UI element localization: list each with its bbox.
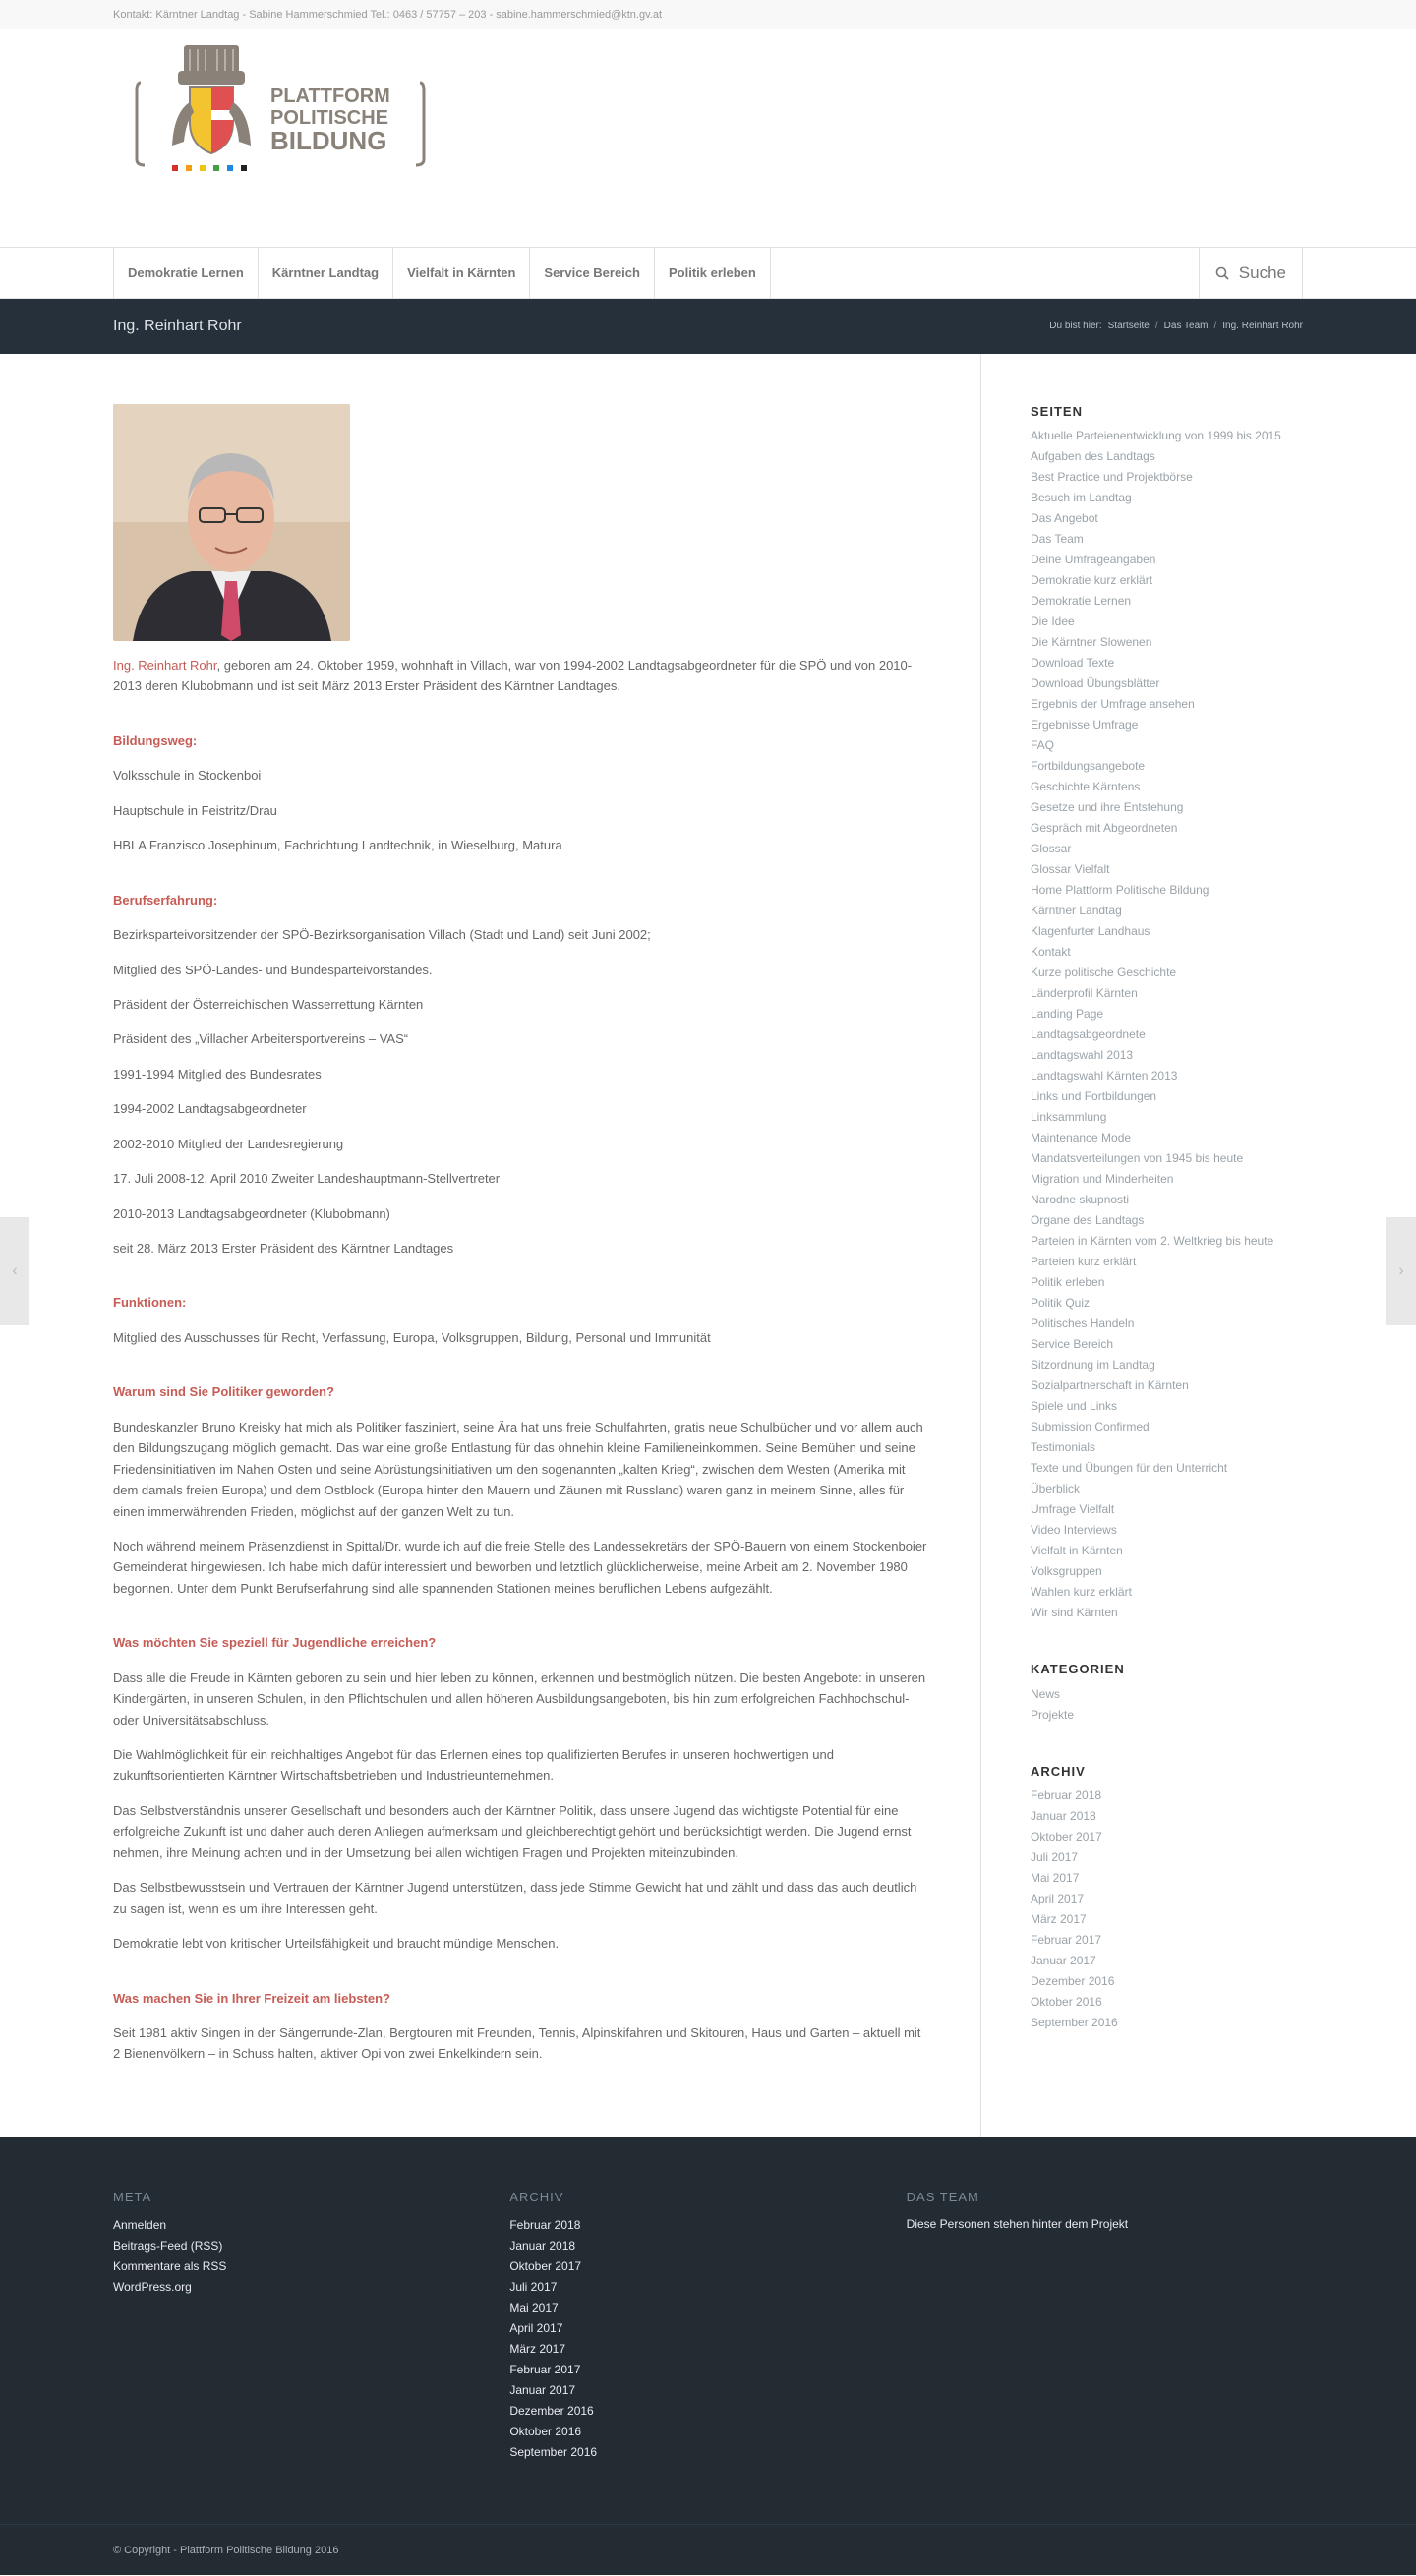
nav-item-demokratie-lernen[interactable]: Demokratie Lernen: [113, 248, 258, 299]
logo-color-dot: [227, 165, 233, 171]
logo-color-dot: [213, 165, 219, 171]
footer-archive-link[interactable]: Oktober 2017: [509, 2259, 582, 2274]
footer-team-heading: DAS TEAM: [906, 2189, 979, 2204]
sidebar-page-link[interactable]: Politik erleben: [1031, 1275, 1105, 1290]
footer: [0, 2137, 1416, 2524]
sidebar-archive-link[interactable]: Mai 2017: [1031, 1871, 1080, 1886]
logo-color-dot: [172, 165, 178, 171]
sidebar-page-link[interactable]: Download Texte: [1031, 656, 1115, 671]
why-heading: Warum sind Sie Politiker geworden?: [113, 1384, 334, 1400]
prev-post-arrow[interactable]: [0, 1217, 30, 1325]
footer-meta-link[interactable]: Kommentare als RSS: [113, 2259, 227, 2274]
sidebar-page-link[interactable]: Deine Umfrageangaben: [1031, 553, 1156, 567]
sidebar-page-link[interactable]: Testimonials: [1031, 1440, 1096, 1455]
logo-color-dot: [200, 165, 206, 171]
footer-meta-heading: META: [113, 2189, 152, 2204]
sidebar-page-link[interactable]: Das Angebot: [1031, 511, 1098, 526]
nav-item-kaerntner-landtag[interactable]: Kärntner Landtag: [258, 248, 392, 299]
footer-archive-link[interactable]: Februar 2017: [509, 2363, 581, 2377]
svg-text:BILDUNG: BILDUNG: [270, 126, 387, 155]
sidebar-archive-link[interactable]: Dezember 2016: [1031, 1974, 1115, 1989]
sidebar-page-link[interactable]: Mandatsverteilungen von 1945 bis heute: [1031, 1151, 1244, 1166]
footer-archive-link[interactable]: März 2017: [509, 2342, 566, 2357]
sidebar-archive-link[interactable]: Februar 2018: [1031, 1788, 1102, 1803]
header: [0, 29, 1416, 248]
footer-archive-link[interactable]: Januar 2018: [509, 2239, 576, 2254]
sidebar-page-link[interactable]: Wahlen kurz erklärt: [1031, 1585, 1132, 1600]
sidebar-page-link[interactable]: Geschichte Kärntens: [1031, 780, 1141, 794]
why-section: [113, 1417, 931, 1600]
sidebar-page-link[interactable]: Fortbildungsangebote: [1031, 759, 1146, 774]
site-logo[interactable]: [133, 43, 428, 181]
sidebar-archive-link[interactable]: Januar 2017: [1031, 1954, 1096, 1968]
portrait-photo: [113, 404, 350, 641]
sidebar-page-link[interactable]: Politik Quiz: [1031, 1296, 1091, 1311]
footer-archive-heading: ARCHIV: [509, 2189, 564, 2204]
footer-archive-link[interactable]: Januar 2017: [509, 2383, 576, 2398]
sidebar-archive-link[interactable]: Juli 2017: [1031, 1850, 1079, 1865]
footer-archive-column: [509, 2187, 906, 2463]
career-list: [113, 924, 931, 1259]
footer-meta-column: [113, 2187, 509, 2463]
sidebar-page-link[interactable]: Das Team: [1031, 532, 1084, 547]
sidebar-page-link[interactable]: Besuch im Landtag: [1031, 491, 1132, 505]
freetime-section: [113, 2022, 931, 2065]
chevron-left-icon: ‹: [12, 1261, 18, 1279]
youth-paragraph: Demokratie lebt von kritischer Urteilsfähigkeit und braucht mündige Menschen.: [113, 1936, 560, 1952]
sidebar-page-link[interactable]: Gespräch mit Abgeordneten: [1031, 821, 1178, 836]
top-bar: [0, 0, 1416, 29]
sidebar-page-link[interactable]: Ergebnis der Umfrage ansehen: [1031, 697, 1195, 712]
footer-socket: [0, 2524, 1416, 2575]
career-item: 17. Juli 2008-12. April 2010 Zweiter Landeshauptmann-Stellvertreter: [113, 1171, 501, 1187]
sidebar-page-link[interactable]: Kärntner Landtag: [1031, 904, 1122, 918]
youth-heading: Was möchten Sie speziell für Jugendliche erreichen?: [113, 1635, 437, 1651]
footer-archive-link[interactable]: Juli 2017: [509, 2280, 558, 2295]
career-item: Präsident des „Villacher Arbeitersportvereins – VAS“: [113, 1031, 409, 1047]
footer-meta-list: [113, 2215, 509, 2298]
sidebar-page-link[interactable]: Glossar Vielfalt: [1031, 862, 1110, 877]
sidebar-archive-link[interactable]: Oktober 2016: [1031, 1995, 1102, 2010]
sidebar-page-link[interactable]: Sitzordnung im Landtag: [1031, 1358, 1155, 1373]
sidebar-page-link[interactable]: Landtagsabgeordnete: [1031, 1027, 1146, 1042]
sidebar-category-link[interactable]: News: [1031, 1686, 1061, 1701]
footer-archive-link[interactable]: April 2017: [509, 2321, 563, 2336]
sidebar-page-link[interactable]: Sozialpartnerschaft in Kärnten: [1031, 1378, 1189, 1393]
sidebar-page-link[interactable]: Links und Fortbildungen: [1031, 1089, 1157, 1104]
sidebar-category-link[interactable]: Projekte: [1031, 1707, 1075, 1722]
pages-heading: SEITEN: [1031, 404, 1083, 419]
categories-heading: KATEGORIEN: [1031, 1662, 1125, 1677]
sidebar-page-link[interactable]: Demokratie kurz erklärt: [1031, 573, 1153, 588]
sidebar-archive-link[interactable]: März 2017: [1031, 1912, 1087, 1927]
career-item: Bezirksparteivorsitzender der SPÖ-Bezirksorganisation Villach (Stadt und Land) seit Juni 2002;: [113, 927, 651, 943]
sidebar-archive-link[interactable]: September 2016: [1031, 2016, 1118, 2030]
logo-color-dot: [186, 165, 192, 171]
footer-archive-list: [509, 2215, 906, 2463]
career-item: 1991-1994 Mitglied des Bundesrates: [113, 1066, 322, 1082]
sidebar-page-link[interactable]: Ergebnisse Umfrage: [1031, 718, 1139, 732]
freetime-heading: Was machen Sie in Ihrer Freizeit am liebsten?: [113, 1990, 390, 2006]
sidebar-page-link[interactable]: Spiele und Links: [1031, 1399, 1118, 1414]
chevron-right-icon: ›: [1398, 1261, 1404, 1279]
page-title: Ing. Reinhart Rohr: [113, 317, 242, 334]
sidebar-page-link[interactable]: Best Practice und Projektbörse: [1031, 470, 1193, 485]
career-item: 2010-2013 Landtagsabgeordneter (Klubobmann): [113, 1205, 390, 1221]
sidebar-page-link[interactable]: Politisches Handeln: [1031, 1317, 1135, 1331]
copyright-text: © Copyright - Plattform Politische Bildung 2016: [113, 2544, 339, 2556]
freetime-paragraph: Seit 1981 aktiv Singen in der Sängerrunde-Zlan, Bergtouren mit Freunden, Tennis, Alpinskifahren und Skitouren, Haus und Garten – aktuell mit 2 Bienenvölkern – in Schuss halten, aktiver Opi von zwei Enkelkindern sein.: [113, 2024, 921, 2062]
sidebar-page-link[interactable]: Download Übungsblätter: [1031, 676, 1160, 691]
intro-text: , geboren am 24. Oktober 1959, wohnhaft in Villach, war von 1994-2002 Landtagsabgeordneter für die SPÖ und von 2010-2013 deren Klubobmann und ist seit März 2013 Erster Präsident des Kärntner Landtages.: [113, 658, 913, 694]
career-heading: Berufserfahrung:: [113, 892, 218, 907]
sidebar-page-link[interactable]: Home Plattform Politische Bildung: [1031, 883, 1210, 898]
footer-archive-link[interactable]: September 2016: [509, 2445, 598, 2460]
sidebar-archive-link[interactable]: April 2017: [1031, 1892, 1085, 1906]
sidebar-page-link[interactable]: Video Interviews: [1031, 1523, 1117, 1538]
sidebar-page-link[interactable]: Überblick: [1031, 1482, 1081, 1496]
sidebar-page-link[interactable]: Aufgaben des Landtags: [1031, 449, 1155, 464]
archive-heading: ARCHIV: [1031, 1763, 1086, 1779]
why-paragraph: Bundeskanzler Bruno Kreisky hat mich als Politiker fasziniert, seine Ära hat uns freie Schulfahrten, gratis neue Schulbücher und vor allem auch den Bildungszugang möglich gemacht. Das war eine große Entlastung für das ohnehin kleine Familieneinkommen. Seine Bemühen und seine Friedensinitiativen im Nahen Osten und seine Abrüstungsinitiativen um den sogenannten „kalten Krieg“, zwischen dem Westen (Amerika mit dem damals freien Europa) und dem Ostblock (Europa hinter den Mauern und Zäunen mit Russland) waren ganz in meinem Sinne, alles für einen immerwährenden Frieden, möglichst auf der ganzen Welt zu tun.: [113, 1419, 923, 1519]
sidebar-page-link[interactable]: FAQ: [1031, 738, 1055, 753]
sidebar-page-link[interactable]: Organe des Landtags: [1031, 1213, 1145, 1228]
sidebar-page-link[interactable]: Glossar: [1031, 842, 1072, 856]
sidebar-page-link[interactable]: Parteien in Kärnten vom 2. Weltkrieg bis heute: [1031, 1234, 1274, 1249]
sidebar-page-link[interactable]: Landtagswahl Kärnten 2013: [1031, 1069, 1178, 1083]
functions-list: [113, 1327, 931, 1348]
nav-item-vielfalt-in-kaernten[interactable]: Vielfalt in Kärnten: [392, 248, 529, 299]
breadcrumb-prefix: Du bist hier:: [1049, 320, 1102, 331]
breadcrumb-current: Ing. Reinhart Rohr: [1222, 320, 1303, 331]
breadcrumb-team[interactable]: Das Team: [1163, 320, 1209, 331]
education-item: Volksschule in Stockenboi: [113, 768, 262, 784]
sidebar-page-link[interactable]: Linksammlung: [1031, 1110, 1107, 1125]
career-item: Mitglied des SPÖ-Landes- und Bundesparteivorstandes.: [113, 962, 433, 977]
youth-section: [113, 1668, 931, 1955]
sidebar-page-link[interactable]: Aktuelle Parteienentwicklung von 1999 bis 2015: [1031, 429, 1281, 443]
nav-item-service-bereich[interactable]: Service Bereich: [529, 248, 654, 299]
youth-paragraph: Das Selbstverständnis unserer Gesellschaft und besonders auch der Kärntner Politik, dass unsere Jugend das wichtigste Potential für eine erfolgreiche Zukunft ist und daher auch deren Anliegen aufmerksam und gleichberechtigt gehört und berücksichtigt werden. Die Jugend ernst nehmen, ihre Meinung achten und in der Umsetzung bei allen wichtigen Fragen und Projekten miteinzubinden.: [113, 1802, 912, 1860]
breadcrumb: [1049, 319, 1303, 335]
functions-heading: Funktionen:: [113, 1295, 187, 1311]
sidebar-page-link[interactable]: Volksgruppen: [1031, 1564, 1102, 1579]
sidebar-page-link[interactable]: Narodne skupnosti: [1031, 1193, 1130, 1207]
footer-team-column: [907, 2187, 1303, 2463]
svg-text:POLITISCHE: POLITISCHE: [270, 107, 389, 129]
intro-paragraph: [113, 655, 931, 697]
sidebar: [981, 354, 1303, 2137]
next-post-arrow[interactable]: [1386, 1217, 1416, 1325]
youth-paragraph: Das Selbstbewusstsein und Vertrauen der Kärntner Jugend unterstützen, dass jede Stimme Gewicht hat und zählt und dass das auch deutlich zu sagen ist, wenn es um ihre Interessen geht.: [113, 1880, 917, 1916]
career-item: Präsident der Österreichischen Wasserrettung Kärnten: [113, 996, 424, 1012]
main-area: [113, 354, 1303, 2137]
search-button[interactable]: [1199, 248, 1303, 299]
footer-archive-link[interactable]: Februar 2018: [509, 2218, 581, 2233]
intro-name[interactable]: Ing. Reinhart Rohr: [113, 658, 217, 673]
sidebar-page-link[interactable]: Wir sind Kärnten: [1031, 1606, 1118, 1620]
sidebar-page-link[interactable]: Vielfalt in Kärnten: [1031, 1544, 1123, 1558]
main-navigation: [0, 248, 1416, 299]
footer-archive-link[interactable]: Oktober 2016: [509, 2425, 582, 2439]
search-icon: [1215, 266, 1229, 280]
breadcrumb-separator: /: [1213, 320, 1217, 331]
function-item: Mitglied des Ausschusses für Recht, Verfassung, Europa, Volksgruppen, Bildung, Personal und Immunität: [113, 1329, 711, 1345]
education-item: HBLA Franzisco Josephinum, Fachrichtung Landtechnik, in Wieselburg, Matura: [113, 838, 562, 853]
archive-list: [1031, 1786, 1303, 2033]
footer-archive-link[interactable]: Dezember 2016: [509, 2404, 594, 2419]
search-label: Suche: [1238, 263, 1286, 282]
sidebar-page-link[interactable]: Migration und Minderheiten: [1031, 1172, 1174, 1187]
article-content: [113, 354, 981, 2137]
career-item: seit 28. März 2013 Erster Präsident des Kärntner Landtages: [113, 1241, 454, 1256]
sidebar-page-link[interactable]: Gesetze und ihre Entstehung: [1031, 800, 1184, 815]
categories-list: [1031, 1684, 1303, 1726]
svg-text:PLATTFORM: PLATTFORM: [270, 86, 390, 107]
sidebar-archive-link[interactable]: Februar 2017: [1031, 1933, 1102, 1948]
education-list: [113, 765, 931, 855]
sidebar-page-link[interactable]: Umfrage Vielfalt: [1031, 1502, 1115, 1517]
career-item: 2002-2010 Mitglied der Landesregierung: [113, 1136, 344, 1151]
logo-color-dot: [241, 165, 247, 171]
breadcrumb-separator: /: [1154, 320, 1158, 331]
why-paragraph: Noch während meinem Präsenzdienst in Spittal/Dr. wurde ich auf die freie Stelle des Landessekretärs der SPÖ-Bauern von einem Stockenboier Gemeinderat hingewiesen. Ich habe mich dafür interessiert und beworben und letztlich glücklicherweise, meine Arbeit am 2. November 1980 begonnen. Unter dem Punkt Berufserfahrung sind alle spannenden Stationen meines beruflichen Lebens aufgezählt.: [113, 1538, 927, 1596]
breadcrumb-home[interactable]: Startseite: [1107, 320, 1150, 331]
sidebar-page-link[interactable]: Landing Page: [1031, 1007, 1104, 1022]
sidebar-archive-link[interactable]: Oktober 2017: [1031, 1830, 1102, 1844]
youth-paragraph: Die Wahlmöglichkeit für ein reichhaltiges Angebot für das Erlernen eines top qualifizierten Berufes in unseren hochwertigen und zukunftsorientierten Kärntner Wirtschaftsbetrieben und Industrieunternehmen.: [113, 1747, 834, 1784]
sidebar-page-link[interactable]: Demokratie Lernen: [1031, 594, 1132, 609]
sidebar-archive-link[interactable]: Januar 2018: [1031, 1809, 1096, 1824]
education-item: Hauptschule in Feistritz/Drau: [113, 802, 277, 818]
pages-list: [1031, 426, 1303, 1623]
sidebar-page-link[interactable]: Submission Confirmed: [1031, 1420, 1150, 1434]
footer-meta-link[interactable]: Anmelden: [113, 2218, 167, 2233]
sidebar-page-link[interactable]: Kontakt: [1031, 945, 1071, 960]
sidebar-page-link[interactable]: Parteien kurz erklärt: [1031, 1255, 1137, 1269]
logo-graphic: [133, 43, 428, 181]
title-bar: [0, 299, 1416, 354]
sidebar-page-link[interactable]: Landtagswahl 2013: [1031, 1048, 1134, 1063]
nav-item-politik-erleben[interactable]: Politik erleben: [654, 248, 771, 299]
sidebar-page-link[interactable]: Die Kärntner Slowenen: [1031, 635, 1152, 650]
footer-meta-link[interactable]: Beitrags-Feed (RSS): [113, 2239, 223, 2254]
sidebar-page-link[interactable]: Klagenfurter Landhaus: [1031, 924, 1150, 939]
youth-paragraph: Dass alle die Freude in Kärnten geboren zu sein und hier leben zu können, erkennen und bestmöglich nützen. Die besten Angebote: in unseren Kindergärten, in unseren Schulen, in den Pflichtschulen und allen höheren Ausbildungsangeboten, bis hin zum erfolgreichen Fachhochschul- oder Universitätsabschluss.: [113, 1669, 926, 1727]
sidebar-page-link[interactable]: Kurze politische Geschichte: [1031, 966, 1177, 980]
footer-team-text: Diese Personen stehen hinter dem Projekt: [906, 2217, 1129, 2232]
footer-meta-link[interactable]: WordPress.org: [113, 2280, 192, 2295]
sidebar-page-link[interactable]: Die Idee: [1031, 615, 1075, 629]
career-item: 1994-2002 Landtagsabgeordneter: [113, 1101, 307, 1117]
sidebar-page-link[interactable]: Maintenance Mode: [1031, 1131, 1132, 1145]
sidebar-page-link[interactable]: Service Bereich: [1031, 1337, 1114, 1352]
footer-archive-link[interactable]: Mai 2017: [509, 2301, 559, 2315]
education-heading: Bildungsweg:: [113, 732, 198, 748]
sidebar-page-link[interactable]: Länderprofil Kärnten: [1031, 986, 1138, 1001]
contact-info: Kontakt: Kärntner Landtag - Sabine Hammerschmied Tel.: 0463 / 57757 – 203 - sabine.hammerschmied@ktn.gv.at: [113, 9, 663, 21]
sidebar-page-link[interactable]: Texte und Übungen für den Unterricht: [1031, 1461, 1228, 1476]
